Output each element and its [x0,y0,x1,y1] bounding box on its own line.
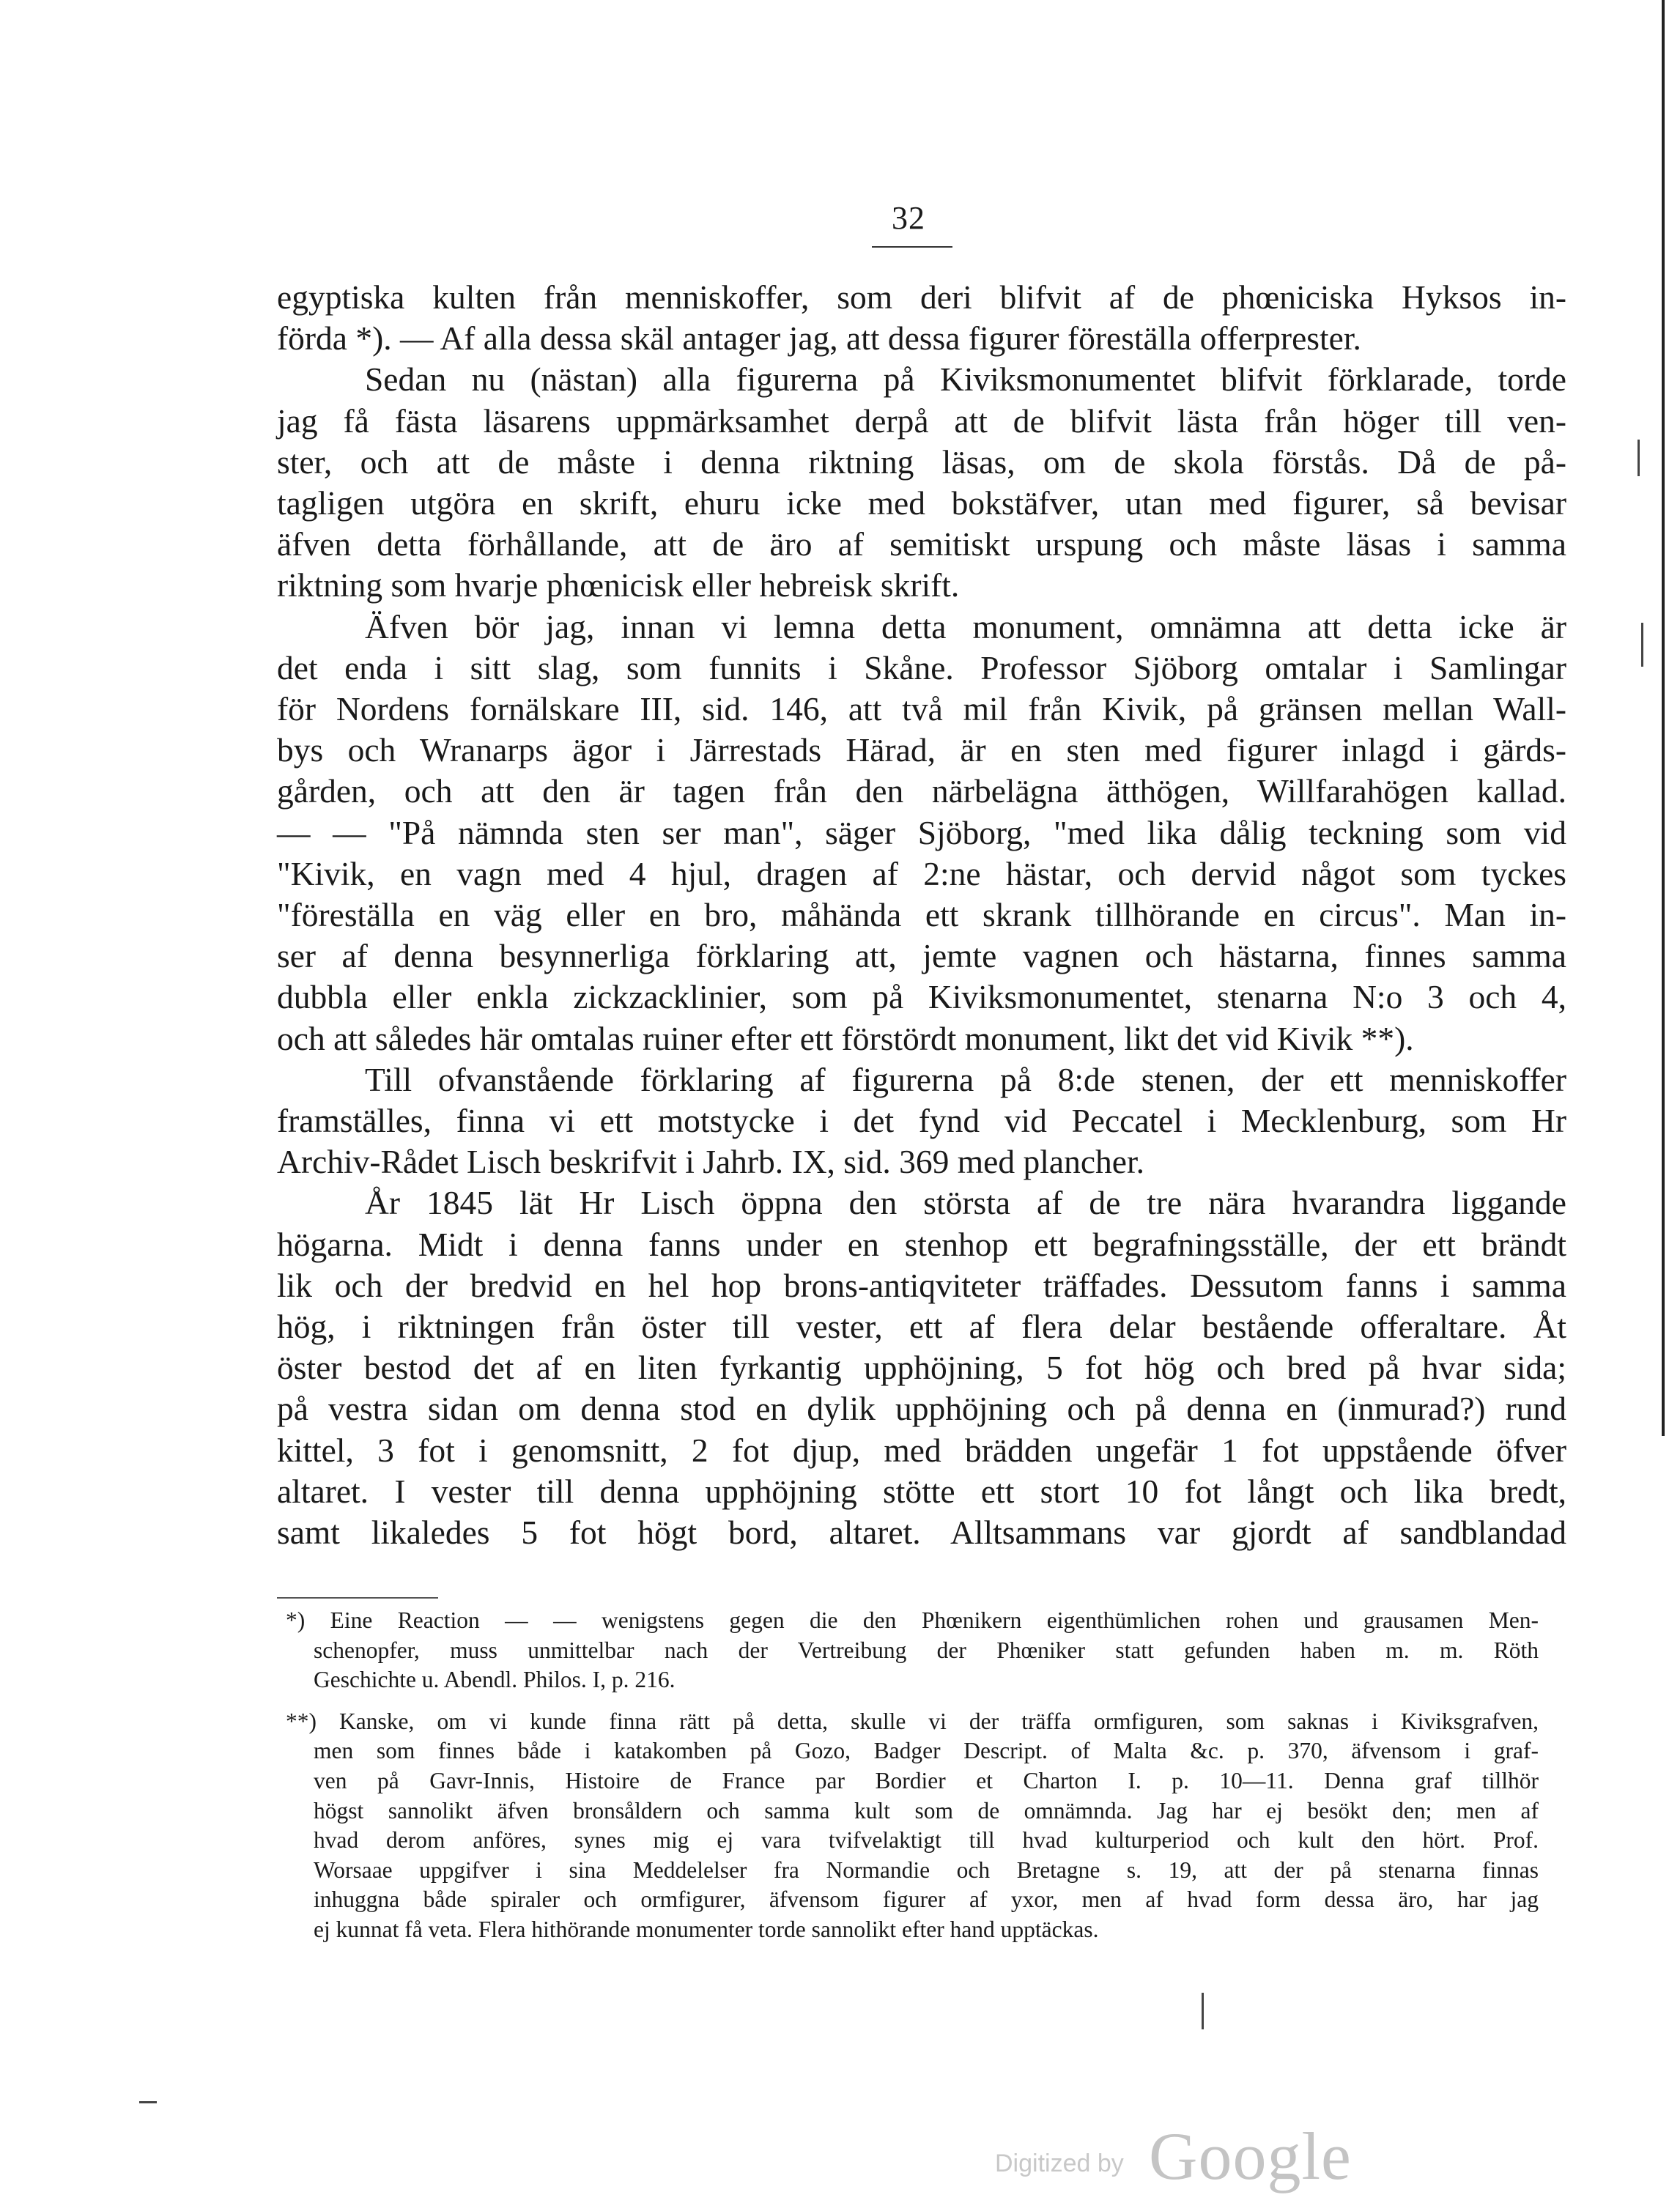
paragraph-4 [277,1059,1566,1183]
footnote-line: ej kunnat få veta. Flera hithörande monumenter torde sannolikt efter hand upptäckas. [314,1916,1099,1942]
digitized-by-watermark [995,2117,1376,2191]
footnote-line: högst sannolikt äfven bronsåldern och samma kult som de omnämnda. Jag har ej besökt den; men af [314,1797,1539,1824]
text-line: jag få fästa läsarens uppmärksamhet derpå att de blifvit lästa från höger till ven- [277,401,1566,440]
text-line: År 1845 lät Hr Lisch öppna den största af de tre nära hvarandra liggande [365,1184,1566,1222]
footnote-line: men som finnes både i katakomben på Gozo, Badger Descript. of Malta &c. p. 370, äfvensom i graf- [314,1738,1539,1764]
text-line: förda *). — Af alla dessa skäl antager jag, att dessa figurer föreställa offerprester. [277,319,1361,358]
body-text [277,277,1566,1553]
footnote-line: ven på Gavr-Innis, Histoire de France par Bordier et Charton I. p. 10—11. Denna graf tillhör [314,1767,1539,1793]
text-line: äfven detta förhållande, att de äro af semitiskt urspung och måste läsas i samma [277,525,1566,563]
scan-mark [1641,623,1643,667]
text-line: på vestra sidan om denna stod en dylik upphöjning och på denna en (inmurad?) rund [277,1390,1566,1428]
page-number-rule [872,246,952,248]
footnote-2 [286,1707,1539,1945]
text-line: egyptiska kulten från menniskoffer, som deri blifvit af de phœniciska Hyksos in- [277,278,1566,316]
text-line: "Kivik, en vagn med 4 hjul, dragen af 2:ne hästar, och dervid något som tyckes [277,854,1566,892]
text-line: riktning som hvarje phœnicisk eller hebreisk skrift. [277,566,960,604]
text-line: hög, i riktningen från öster till vester, ett af flera delar bestående offeraltare. Åt [277,1308,1566,1346]
text-line: lik och der bredvid en hel hop brons-antiqviteter träffades. Dessutom fanns i samma [277,1266,1566,1304]
text-line: Sedan nu (nästan) alla figurerna på Kiviksmonumentet blifvit förklarade, torde [365,360,1566,399]
text-line: det enda i sitt slag, som funnits i Skåne. Professor Sjöborg omtalar i Samlingar [277,648,1566,686]
footnote-line: inhuggna både spiraler och ormfigurer, äfvensom figurer af yxor, men af hvad form dessa äro, har jag [314,1887,1539,1913]
text-line: altaret. I vester till denna upphöjning stötte ett stort 10 fot långt och lika bredt, [277,1472,1566,1510]
text-line: framställes, finna vi ett motstycke i det fynd vid Peccatel i Mecklenburg, som Hr [277,1102,1566,1140]
footnote-line: schenopfer, muss unmittelbar nach der Vertreibung der Phœniker statt gefunden haben m. m. Röth [314,1637,1539,1663]
text-line: Äfven bör jag, innan vi lemna detta monument, omnämna att detta icke är [365,607,1566,645]
text-line: högarna. Midt i denna fanns under en stenhop ett begrafningsställe, der ett brändt [277,1225,1566,1263]
text-line: Till ofvanstående förklaring af figurerna på 8:de stenen, der ett menniskoffer [365,1060,1566,1098]
paragraph-3 [277,607,1566,1059]
scan-edge-line [1662,0,1665,1436]
text-line: — — "På nämnda sten ser man", säger Sjöborg, "med lika dålig teckning som vid [277,813,1566,851]
page-number: 32 [892,200,925,236]
footnote-line: *) Eine Reaction — — wenigstens gegen die den Phœnikern eigenthümlichen rohen und grausamen Men- [286,1607,1539,1633]
scan-mark [139,2101,157,2103]
footnote-line: Geschichte u. Abendl. Philos. I, p. 216. [314,1667,676,1693]
footnote-line: **) Kanske, om vi kunde finna rätt på detta, skulle vi der träffa ormfiguren, som saknas i Kiviksgrafven, [286,1708,1539,1734]
text-line: ster, och att de måste i denna riktning läsas, om de skola förstås. Då de på- [277,443,1566,481]
footnote-line: hvad derom anföres, synes mig ej vara tvifvelaktigt till hvad kulturperiod och kult den hört. Prof. [314,1827,1539,1854]
scan-mark [1638,440,1640,476]
footnotes [286,1606,1539,1957]
digitized-by-label: Digitized by [995,2150,1124,2177]
footnote-line: Worsaae uppgifver i sina Meddelelser fra Normandie och Bretagne s. 19, att der på stenarna finnas [314,1856,1539,1883]
text-line: kittel, 3 fot i genomsnitt, 2 fot djup, med brädden ungefär 1 fot uppstående öfver [277,1431,1566,1469]
text-line: Archiv-Rådet Lisch beskrifvit i Jahrb. IX, sid. 369 med plancher. [277,1143,1144,1181]
text-line: samt likaledes 5 fot högt bord, altaret. Alltsammans var gjordt af sandblandad [277,1514,1566,1552]
scan-mark [1202,1993,1204,2029]
text-line: för Nordens fornälskare III, sid. 146, att två mil från Kivik, på gränsen mellan Wall- [277,690,1566,728]
text-line: ser af denna besynnerliga förklaring att, jemte vagnen och hästarna, finnes samma [277,937,1566,975]
paragraph-2 [277,359,1566,606]
paragraph-5 [277,1182,1566,1553]
footnote-1 [286,1606,1539,1695]
text-line: "föreställa en väg eller en bro, måhända ett skrank tillhörande en circus". Man in- [277,896,1566,934]
text-line: bys och Wranarps ägor i Järrestads Härad, är en sten med figurer inlagd i gärds- [277,731,1566,769]
text-line: öster bestod det af en liten fyrkantig upphöjning, 5 fot hög och bred på hvar sida; [277,1349,1566,1387]
text-line: dubbla eller enkla zickzacklinier, som på Kiviksmonumentet, stenarna N:o 3 och 4, [277,978,1566,1016]
paragraph-1 [277,277,1566,359]
text-line: och att således här omtalas ruiner efter ett förstördt monument, likt det vid Kivik **). [277,1019,1414,1057]
footnote-rule [277,1597,438,1599]
text-line: tagligen utgöra en skrift, ehuru icke med bokstäfver, utan med figurer, så bevisar [277,484,1566,522]
google-logo: Google [1149,2119,1352,2193]
text-line: gården, och att den är tagen från den närbelägna ätthögen, Willfarahögen kallad. [277,772,1566,810]
